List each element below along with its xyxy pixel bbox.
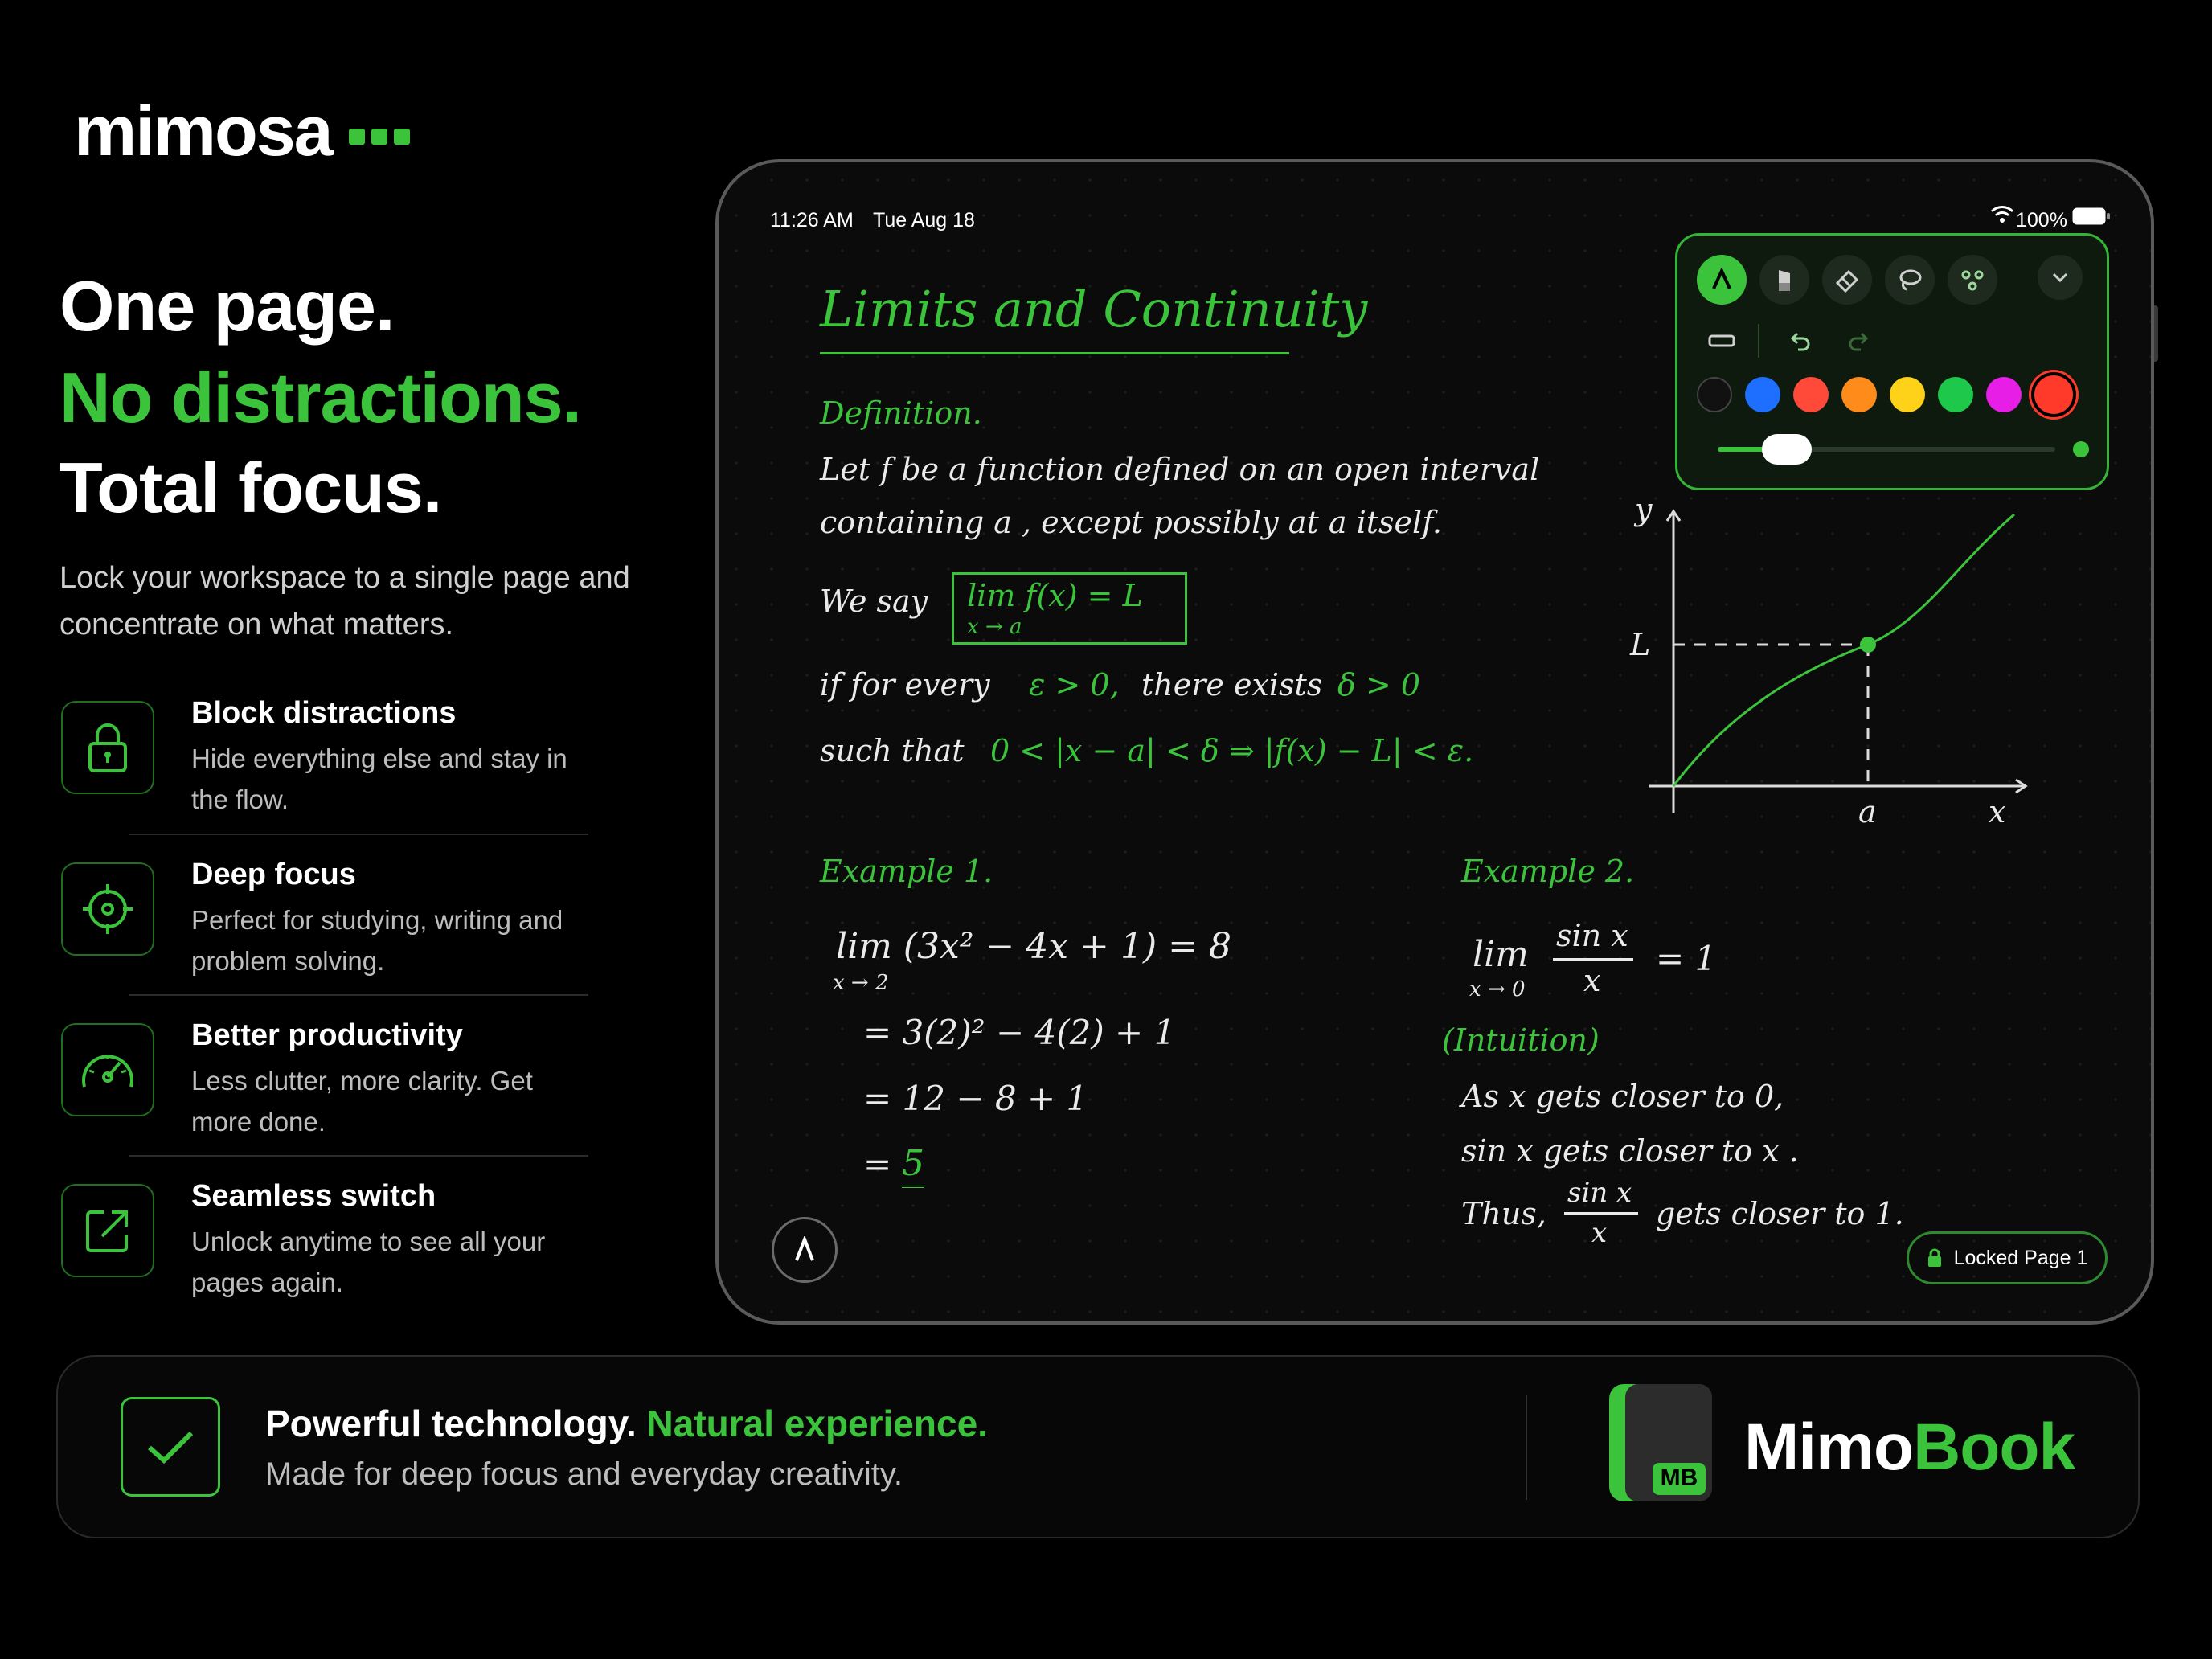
brand-mimo: Mimo [1744, 1411, 1914, 1484]
thus-numerator: sin x [1567, 1177, 1632, 1209]
delta-condition: δ > 0 [1337, 667, 1421, 703]
banner-title [265, 1402, 988, 1445]
epsilon-delta-condition: 0 < |x − a| < δ ⇒ |f(x) − L| < ε. [990, 733, 1474, 768]
color-swatch-red[interactable] [1793, 377, 1829, 412]
eraser-tool-icon[interactable] [1822, 255, 1872, 305]
feature-title: Deep focus [191, 858, 356, 891]
brand-logo: mimosa [74, 91, 332, 170]
color-swatch-yellow[interactable] [1890, 377, 1925, 412]
feature-better-productivity [59, 1015, 590, 1174]
gauge-icon [61, 1023, 154, 1116]
if-for-every-text: if for every [820, 667, 990, 703]
intuition-heading: (Intuition) [1442, 1022, 1600, 1058]
shapes-tool-icon[interactable] [1948, 255, 1997, 305]
wifi-icon [1990, 204, 2014, 225]
feature-deep-focus [59, 854, 590, 1014]
thus-tail: gets closer to 1. [1656, 1196, 1904, 1231]
slider-knob[interactable] [1762, 434, 1812, 465]
limit-definition-box [952, 572, 1187, 645]
feature-desc: Hide everything else and stay in the flow. [191, 743, 567, 814]
battery-icon [2072, 207, 2111, 225]
target-icon [61, 862, 154, 956]
example-2-result: = 1 [1656, 939, 1717, 978]
color-swatch-blue[interactable] [1745, 377, 1780, 412]
toolbar-divider [1758, 324, 1759, 358]
lock-icon [1927, 1248, 1943, 1268]
feature-desc: Perfect for studying, writing and problem solving. [191, 905, 563, 976]
checkmark-icon [121, 1397, 220, 1497]
feature-seamless-switch [59, 1176, 590, 1335]
pen-mode-button[interactable] [772, 1217, 838, 1283]
feature-title: Block distractions [191, 696, 457, 730]
pen-tool-icon[interactable] [1697, 255, 1747, 305]
highlighter-tool-icon[interactable] [1759, 255, 1809, 305]
feature-desc: Unlock anytime to see all your pages again. [191, 1227, 546, 1297]
example-2-lim: lim [1473, 934, 1529, 975]
example-1-heading: Example 1. [820, 854, 993, 889]
headline-line-2: No distractions. [59, 358, 581, 437]
feature-title: Seamless switch [191, 1179, 436, 1213]
graph-L-label: L [1630, 627, 1651, 662]
brand-book: Book [1913, 1411, 2075, 1484]
banner-divider [1526, 1395, 1527, 1500]
such-that-text: such that [820, 733, 965, 768]
chevron-down-icon[interactable] [2038, 255, 2083, 300]
headline-line-1: One page. [59, 266, 395, 346]
brush-size-slider[interactable] [1718, 447, 2055, 452]
divider [129, 834, 588, 835]
example-1-subscript: x → 2 [833, 971, 889, 995]
locked-page-button[interactable] [1907, 1231, 2108, 1284]
headline-line-3: Total focus. [59, 448, 442, 527]
example-2-subscript: x → 0 [1469, 977, 1526, 1002]
example-1-line-3: = 12 − 8 + 1 [863, 1079, 1088, 1118]
example-2-numerator: sin x [1556, 918, 1628, 953]
we-say-text: We say [820, 584, 928, 619]
lasso-tool-icon[interactable] [1885, 255, 1935, 305]
divider [129, 994, 588, 996]
feature-desc: Less clutter, more clarity. Get more done. [191, 1066, 533, 1137]
feature-title: Better productivity [191, 1018, 463, 1052]
tablet-device [715, 159, 2154, 1325]
example-1-line-1: lim (3x² − 4x + 1) = 8 [836, 926, 1231, 967]
banner-subtitle: Made for deep focus and everyday creativity. [265, 1456, 903, 1492]
thus-fraction-bar [1564, 1212, 1638, 1215]
fraction-bar [1553, 958, 1633, 961]
definition-line-1: Let f be a function defined on an open interval [820, 452, 1540, 487]
undo-icon[interactable] [1774, 316, 1824, 366]
example-1-line-2: = 3(2)² − 4(2) + 1 [863, 1013, 1176, 1052]
there-exists-text: there exists [1141, 667, 1323, 703]
banner-title-green: Natural experience. [646, 1403, 988, 1444]
mimobook-brand [1744, 1410, 2075, 1485]
ruler-icon[interactable] [1697, 316, 1747, 366]
lock-icon [61, 701, 154, 794]
locked-page-label: Locked Page 1 [1953, 1246, 2088, 1269]
subtitle: Lock your workspace to a single page and concentrate on what matters. [59, 561, 630, 641]
limit-subscript: x → a [967, 615, 1022, 639]
graph-x-label: x [1989, 794, 2006, 830]
definition-heading: Definition. [820, 395, 982, 431]
limit-point [1860, 637, 1876, 653]
graph-y-label: y [1635, 492, 1653, 527]
note-title: Limits and Continuity [820, 280, 1368, 338]
limit-graph [1603, 500, 2053, 821]
slider-fill [1718, 447, 1765, 452]
color-swatch-green[interactable] [1938, 377, 1973, 412]
mimobook-app-icon [1609, 1384, 1712, 1505]
function-curve [1673, 514, 2014, 786]
logo-dots [349, 129, 416, 149]
title-underline [820, 352, 1289, 354]
status-date: Tue Aug 18 [873, 209, 975, 231]
example-1-answer: 5 [902, 1143, 924, 1188]
app-icon-text: MB [1660, 1464, 1698, 1491]
external-link-icon [61, 1184, 154, 1277]
thus-text: Thus, [1461, 1196, 1546, 1231]
pen-icon [793, 1236, 817, 1264]
bottom-banner [56, 1355, 2140, 1538]
divider [129, 1155, 588, 1157]
intuition-line-2: sin x gets closer to x . [1461, 1133, 1799, 1169]
example-1-equals: = [863, 1145, 892, 1184]
limit-expression: lim f(x) = L [967, 578, 1143, 613]
color-swatch-orange[interactable] [1841, 377, 1877, 412]
epsilon-condition: ε > 0, [1029, 667, 1120, 703]
graph-a-label: a [1858, 794, 1877, 830]
battery-percent: 100% [2016, 209, 2067, 231]
slider-max-dot [2073, 441, 2089, 457]
redo-icon[interactable] [1835, 316, 1885, 366]
drawing-toolbar [1675, 233, 2109, 490]
example-2-denominator: x [1583, 963, 1601, 998]
intuition-line-1: As x gets closer to 0, [1461, 1079, 1784, 1114]
color-swatch-selected[interactable] [2031, 372, 2076, 417]
color-swatch-magenta[interactable] [1986, 377, 2022, 412]
thus-denominator: x [1591, 1217, 1608, 1249]
example-2-heading: Example 2. [1461, 854, 1635, 889]
feature-block-distractions [59, 693, 590, 852]
definition-line-2: containing a , except possibly at a itself. [820, 505, 1442, 540]
color-swatch-black[interactable] [1697, 377, 1732, 412]
status-time: 11:26 AM [770, 209, 854, 231]
banner-title-white: Powerful technology. [265, 1403, 637, 1444]
